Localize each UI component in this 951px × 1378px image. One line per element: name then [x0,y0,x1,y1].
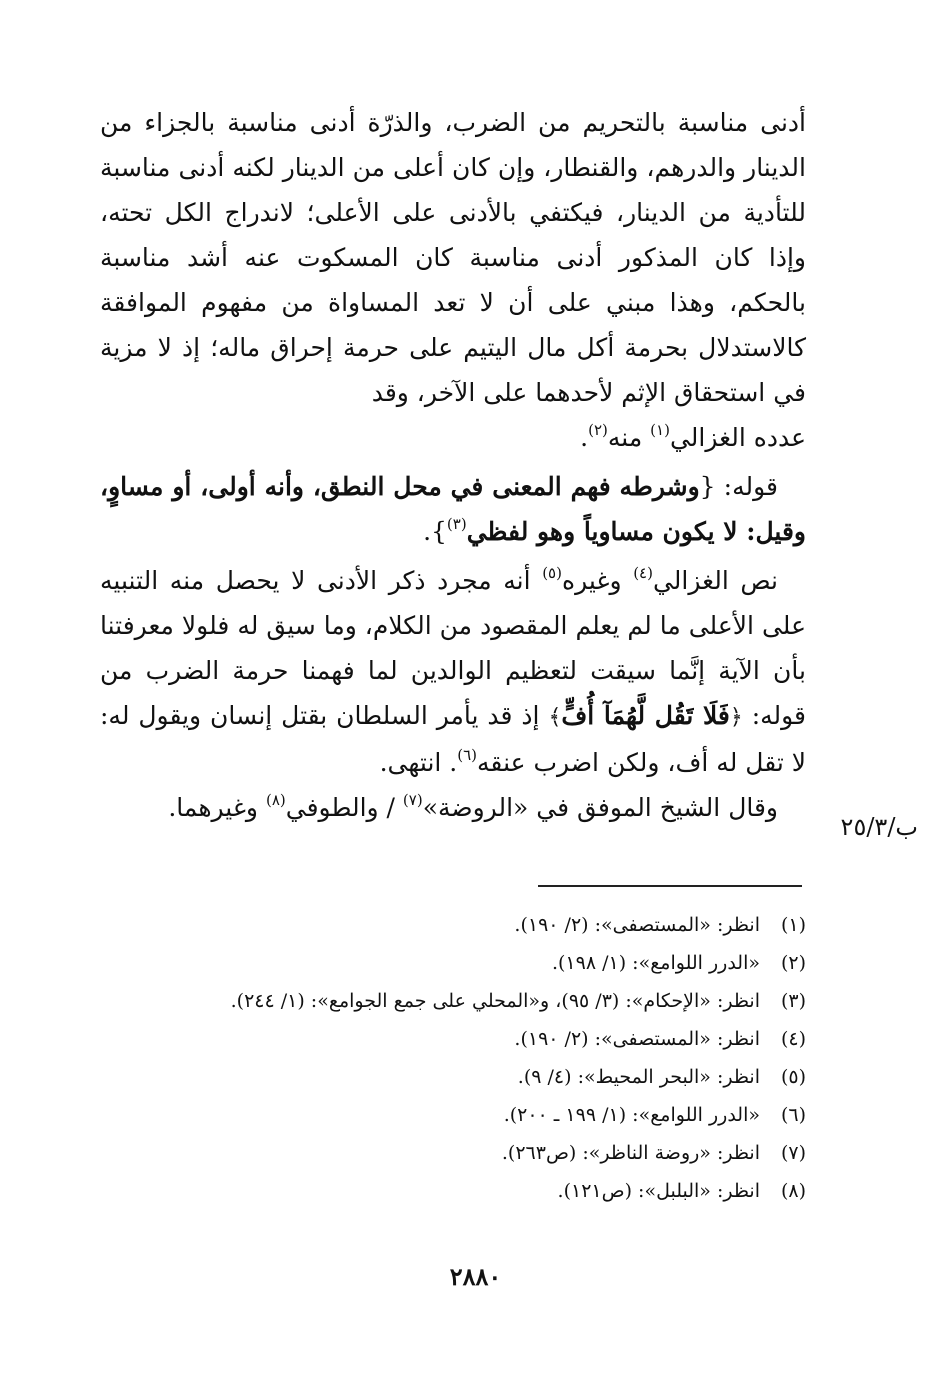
footnote-item [150,1172,806,1210]
matn-quote: وشرطه فهم المعنى في محل النطق، وأنه أولى، أو مساوٍ، وقيل: لا يكون مساوياً وهو لفظي [100,472,806,546]
footnote-ref-6[interactable]: (٦) [457,746,478,764]
footnote-text: انظر: «المستصفى»: (٢/ ١٩٠). [514,914,760,936]
footnote-text: انظر: «المستصفى»: (٢/ ١٩٠). [514,1028,760,1050]
text-span: وغيره [561,566,634,595]
paragraph-1 [100,100,806,460]
text-span: وقال الشيخ الموفق في «الروضة» [422,793,778,822]
footnote-text: انظر: «الإحكام»: (٣/ ٩٥)، و«المحلي على جمع الجوامع»: (١/ ٢٤٤). [230,990,760,1012]
footnote-text: «الدرر اللوامع»: (١/ ١٩٩ ـ ٢٠٠). [503,1104,760,1126]
footnote-text: انظر: «البحر المحيط»: (٤/ ٩). [517,1066,760,1088]
footnote-item [150,1134,806,1172]
footnote-number: (١) [780,914,806,936]
footnote-text: انظر: «روضة الناظر»: (ص٢٦٣). [501,1142,760,1164]
footnote-item [150,1058,806,1096]
footnote-ref-4[interactable]: (٤) [633,564,653,582]
footnote-ref-8[interactable]: (٨) [265,791,286,809]
quran-verse: فَلَا تَقُل لَّهُمَآ أُفٍّ [561,701,730,730]
paragraph-4 [100,785,806,830]
text-span: عدده الغزالي [669,423,806,452]
text-span: إذ قد يأمر السلطان بقتل إنسان ويقول له: لا تقل له أف، ولكن اضرب عنقه [100,701,806,777]
footnote-number: (٨) [780,1180,806,1202]
footnote-ref-5[interactable]: (٥) [542,564,562,582]
quote-close: }. [423,517,447,546]
footnote-text: انظر: «البلبل»: (ص١٢١). [557,1180,760,1202]
footnote-number: (٧) [780,1142,806,1164]
text-span: نص الغزالي [652,566,778,595]
footnote-divider [538,885,802,887]
footnote-text: «الدرر اللوامع»: (١/ ١٩٨). [551,952,760,974]
footnote-item [150,1096,806,1134]
footnote-number: (٤) [780,1028,806,1050]
footnote-number: (٢) [780,952,806,974]
manuscript-folio-marker: ب/٢٥/٣ [840,813,918,841]
footnote-ref-1[interactable]: (١) [650,421,670,439]
footnote-ref-3[interactable]: (٣) [446,515,467,533]
footnote-item [150,906,806,944]
paragraph-2 [100,464,806,554]
footnote-item [150,1020,806,1058]
paragraph-1-text: أدنى مناسبة بالتحريم من الضرب، والذرّة أدنى مناسبة بالجزاء من الدينار والدرهم، والقنطار، وإن كان أعلى من الدينار لكنه أدنى مناسبة للتأدية من الدينار، فيكتفي بالأدنى على الأعلى؛ لاندراج الكل تحته، وإذا كان المذكور أدنى مناسبة كان المسكوت عنه أشد مناسبة بالحكم، وهذا مبني على أن لا تعد المساواة من مفهوم الموافقة كالاستدلال بحرمة أكل مال اليتيم على حرمة إحراق ماله؛ إذ لا مزية في استحقاق الإثم لأحدهما على الآخر، وقد [100,108,806,407]
footnote-item [150,982,806,1020]
page-number: ٢٨٨٠ [449,1262,502,1291]
footnote-ref-7[interactable]: (٧) [402,791,423,809]
footnote-ref-2[interactable]: (٢) [588,421,608,439]
footnote-number: (٣) [780,990,806,1012]
footnotes-list [150,906,806,1210]
text-span: . انتهى. [379,748,458,777]
text-span: وغيرهما. [168,793,266,822]
footnote-item [150,944,806,982]
main-text [100,100,806,830]
quran-bracket-open: ﴿ [729,705,743,730]
text-span: أنه مجرد ذكر الأدنى لا يحصل منه التنبيه على الأعلى ما لم يعلم المقصود من الكلام، وما سيق له فلولا معرفتنا بأن الآية إنَّما سيقت لتعظيم الوالدين لما فهمنا حرمة الضرب من قوله: [100,566,807,730]
quote-lead: قوله: { [699,472,778,501]
text-span: / والطوفي [285,793,403,822]
paragraph-1-last-line [100,415,806,460]
quran-bracket-close: ﴾ [548,705,562,730]
paragraph-3 [100,558,806,785]
footnote-number: (٥) [780,1066,806,1088]
text-span: منه [607,423,651,452]
footnote-number: (٦) [780,1104,806,1126]
text-span: . [580,423,589,452]
